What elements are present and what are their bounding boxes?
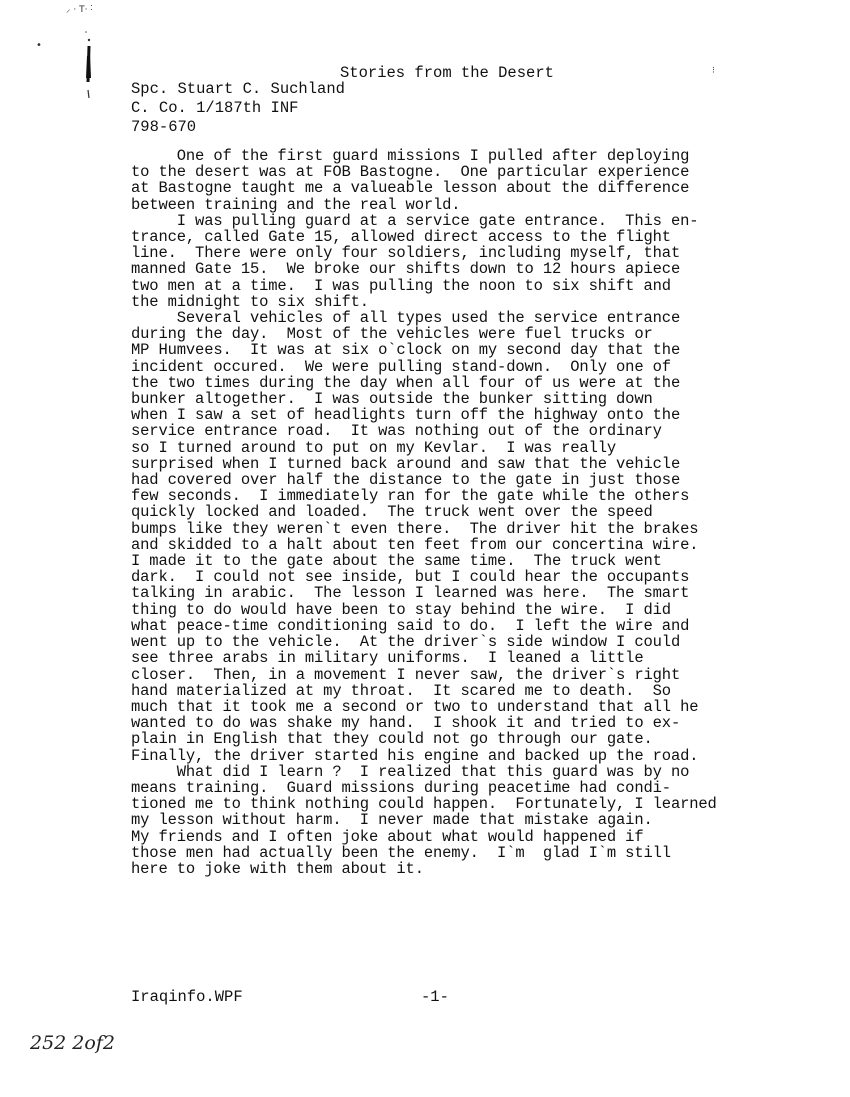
body-line: thing to do would have been to stay behind the wire. I did (131, 600, 671, 619)
body-line: MP Humvees. It was at six o`clock on my second day that the (131, 341, 681, 360)
story-body (131, 148, 831, 877)
body-line: closer. Then, in a movement I never saw, the driver`s right (131, 665, 681, 684)
body-line: between training and the real world. (131, 195, 461, 214)
body-line: service entrance road. It was nothing out of the ordinary (131, 422, 662, 441)
body-line: went up to the vehicle. At the driver`s side window I could (131, 633, 681, 652)
body-line: means training. Guard missions during peacetime had condi- (131, 778, 671, 797)
margin-ink-mark (82, 22, 96, 100)
body-line: at Bastogne taught me a valueable lesson about the difference (131, 179, 690, 198)
body-line: those men had actually been the enemy. I`m glad I`m still (131, 843, 671, 862)
scan-artifact-right: ⁝ (712, 66, 715, 76)
body-line: talking in arabic. The lesson I learned was here. The smart (131, 584, 690, 603)
document-title: Stories from the Desert (340, 64, 554, 82)
body-line: what peace-time conditioning said to do. I left the wire and (131, 616, 690, 635)
body-line: trance, called Gate 15, allowed direct access to the flight (131, 228, 671, 247)
footer-page-number: -1- (421, 988, 449, 1006)
body-line: What did I learn ? I realized that this guard was by no (131, 762, 690, 781)
author-name: Spc. Stuart C. Suchland (131, 80, 345, 98)
footer-filename: Iraqinfo.WPF (131, 988, 243, 1006)
body-line: bumps like they weren`t even there. The driver hit the brakes (131, 519, 699, 538)
body-line: hand materialized at my throat. It scared me to death. So (131, 681, 671, 700)
body-line: the midnight to six shift. (131, 292, 369, 311)
body-line: One of the first guard missions I pulled after deploying (131, 147, 690, 165)
body-line: see three arabs in military uniforms. I leaned a little (131, 649, 644, 668)
body-line: the two times during the day when all four of us were at the (131, 373, 681, 392)
body-line: so I turned around to put on my Kevlar. I was really (131, 438, 617, 457)
body-line: and skidded to a halt about ten feet from our concertina wire. (131, 535, 699, 554)
body-line: surprised when I turned back around and saw that the vehicle (131, 454, 681, 473)
body-line: here to joke with them about it. (131, 859, 424, 878)
handwritten-note-text: 252 2of2 (30, 1032, 115, 1054)
author-number: 798-670 (131, 118, 197, 136)
body-line: line. There were only four soldiers, including myself, that (131, 244, 681, 263)
body-line: I made it to the gate about the same time. The truck went (131, 552, 662, 571)
body-line: incident occured. We were pulling stand-down. Only one of (131, 357, 671, 376)
body-line: tioned me to think nothing could happen. Fortunately, I learned (131, 795, 717, 814)
body-line: I was pulling guard at a service gate entrance. This en- (131, 211, 699, 230)
body-line: Several vehicles of all types used the service entrance (131, 309, 681, 328)
body-line: few seconds. I immediately ran for the gate while the others (131, 487, 690, 506)
body-line: wanted to do was shake my hand. I shook it and tried to ex- (131, 714, 681, 733)
author-unit: C. Co. 1/187th INF (131, 99, 299, 117)
body-line: quickly locked and loaded. The truck went over the speed (131, 503, 653, 522)
body-line: bunker altogether. I was outside the bunker sitting down (131, 390, 653, 409)
body-line: to the desert was at FOB Bastogne. One particular experience (131, 163, 690, 182)
scan-artifact-left: • (36, 40, 42, 51)
scan-artifact-top: ⸝ · T· ˸ (66, 5, 93, 15)
author-block (131, 80, 345, 137)
body-line: dark. I could not see inside, but I could hear the occupants (131, 568, 690, 587)
body-line: plain in English that they could not go through our gate. (131, 730, 653, 749)
body-line: Finally, the driver started his engine and backed up the road. (131, 746, 699, 765)
body-line: My friends and I often joke about what would happened if (131, 827, 644, 846)
body-line: two men at a time. I was pulling the noon to six shift and (131, 276, 671, 295)
body-line: when I saw a set of headlights turn off the highway onto the (131, 406, 681, 425)
handwritten-note (28, 1027, 168, 1057)
body-line: my lesson without harm. I never made that mistake again. (131, 811, 653, 830)
body-line: manned Gate 15. We broke our shifts down to 12 hours apiece (131, 260, 681, 279)
body-line: during the day. Most of the vehicles were fuel trucks or (131, 325, 653, 344)
body-line: much that it took me a second or two to understand that all he (131, 697, 699, 716)
body-line: had covered over half the distance to the gate in just those (131, 471, 681, 490)
